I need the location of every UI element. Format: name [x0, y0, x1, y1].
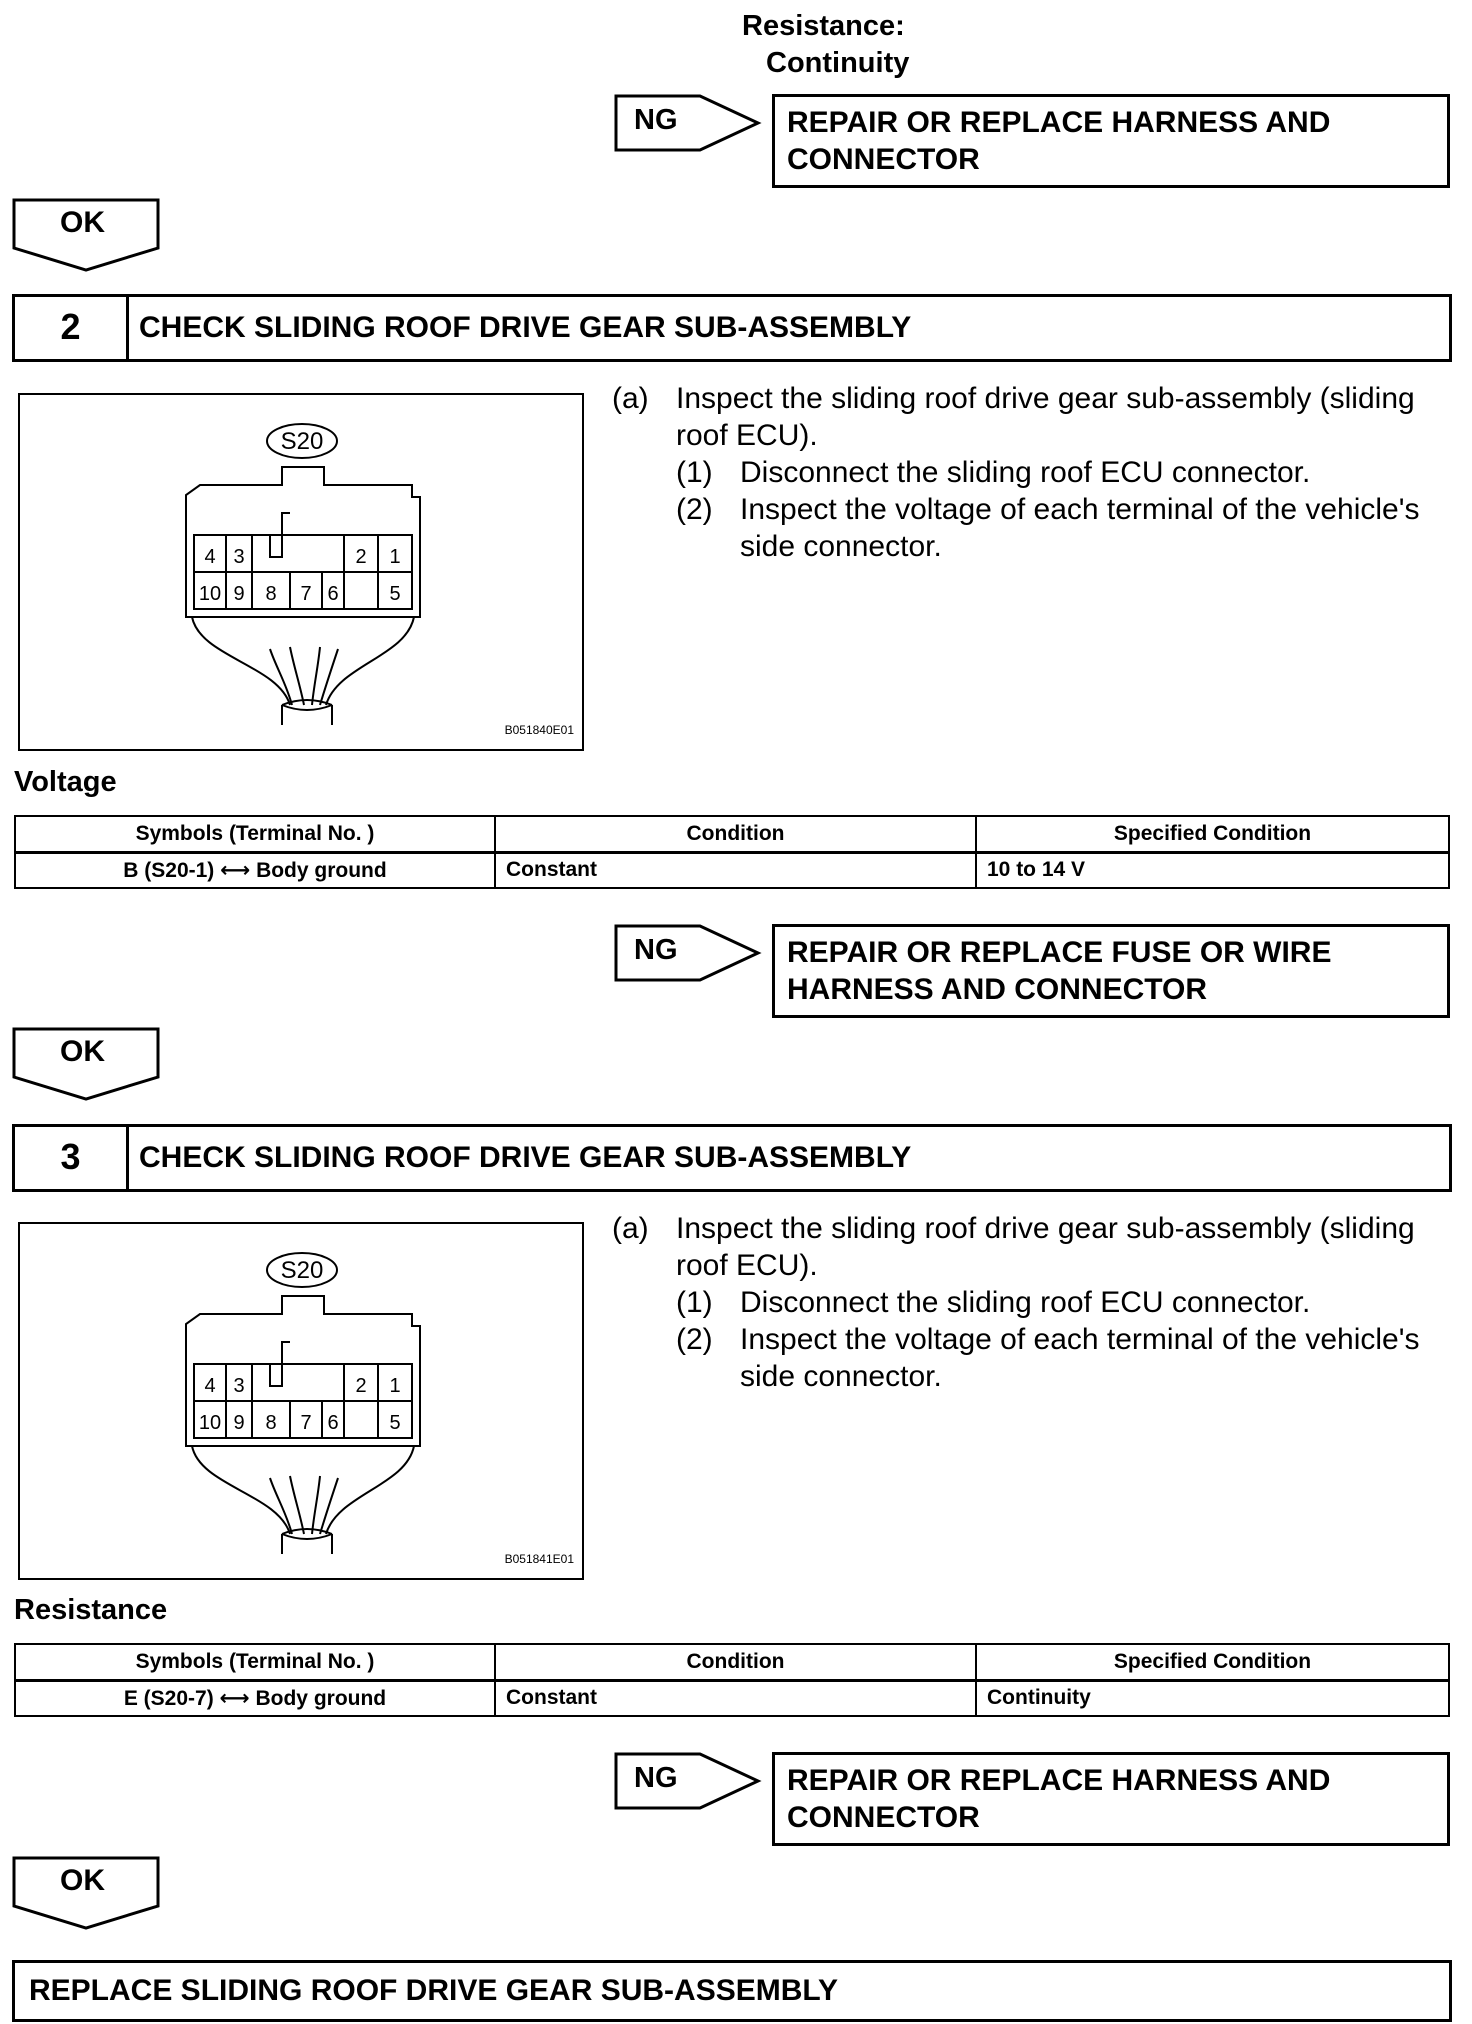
instruction-1-label: (1): [676, 456, 713, 489]
instruction-2-text: Inspect the voltage of each terminal of the vehicle's side connector.: [740, 493, 1420, 563]
ok-label: OK: [60, 206, 105, 239]
ng-action-box: [772, 924, 1450, 1018]
terminal-2: 2: [355, 1375, 367, 1397]
ng-action-line2: HARNESS AND CONNECTOR: [787, 973, 1208, 1006]
table-title: Voltage: [14, 766, 117, 798]
terminal-3: 3: [233, 546, 245, 568]
ng-action-box: [772, 1752, 1450, 1846]
header-condition: Condition: [495, 1644, 976, 1680]
ng-label: NG: [634, 104, 678, 136]
terminal-9: 9: [233, 1412, 245, 1434]
terminal-5: 5: [389, 583, 401, 605]
terminal-5: 5: [389, 1412, 401, 1434]
instruction-a-text: Inspect the sliding roof drive gear sub-assembly (sliding roof ECU).: [676, 1212, 1415, 1282]
ng-action-line2: CONNECTOR: [787, 143, 980, 176]
terminal-7: 7: [300, 583, 312, 605]
cell-specified-condition: 10 to 14 V: [976, 852, 1449, 888]
resistance-label: Resistance:: [742, 10, 905, 42]
instruction-2-label: (2): [676, 1323, 713, 1356]
instruction-a-label: (a): [612, 1212, 649, 1245]
instruction-1-label: (1): [676, 1286, 713, 1319]
ng-arrow-tag: [614, 1752, 774, 1812]
final-action-box: REPLACE SLIDING ROOF DRIVE GEAR SUB-ASSEMBLY: [12, 1960, 1452, 2022]
table-row: [15, 852, 1449, 888]
connector-id-text: S20: [280, 1257, 324, 1284]
connector-id-text: S20: [280, 428, 324, 455]
table-title: Resistance: [14, 1594, 168, 1626]
header-specified-condition: Specified Condition: [976, 816, 1449, 852]
cell-condition: Constant: [495, 852, 976, 888]
ok-label: OK: [60, 1035, 105, 1068]
step-number: 2: [15, 297, 129, 359]
instruction-1-text: Disconnect the sliding roof ECU connector.: [740, 1286, 1311, 1319]
wire-harness: [192, 1446, 414, 1554]
terminal-1: 1: [389, 546, 401, 568]
ok-label: OK: [60, 1864, 105, 1897]
connector-diagram: [20, 395, 586, 753]
terminal-4: 4: [204, 1375, 216, 1397]
instruction-a-text: Inspect the sliding roof drive gear sub-assembly (sliding roof ECU).: [676, 382, 1415, 452]
step-2-header: [12, 294, 1452, 362]
ok-arrow-tag: [12, 1027, 162, 1103]
header-symbols: Symbols (Terminal No. ): [15, 1644, 495, 1680]
header-symbols: Symbols (Terminal No. ): [15, 816, 495, 852]
spec-table: [14, 815, 1450, 889]
table-row: [15, 1680, 1449, 1716]
terminal-6: 6: [327, 1412, 339, 1434]
terminal-1: 1: [389, 1375, 401, 1397]
instructions: [612, 1210, 1452, 1395]
header-condition: Condition: [495, 816, 976, 852]
ng-action-line1: REPAIR OR REPLACE HARNESS AND: [787, 106, 1331, 139]
terminal-6: 6: [327, 583, 339, 605]
ng-action-line1: REPAIR OR REPLACE FUSE OR WIRE: [787, 936, 1332, 969]
step-title: CHECK SLIDING ROOF DRIVE GEAR SUB-ASSEMBLY: [139, 1141, 912, 1174]
instruction-2: [612, 491, 1452, 565]
resistance-spec: [742, 8, 909, 82]
instruction-2-label: (2): [676, 493, 713, 526]
terminal-3: 3: [233, 1375, 245, 1397]
cell-symbols: E (S20-7) ⟷ Body ground: [15, 1680, 495, 1716]
instruction-a: [612, 1210, 1452, 1284]
figure-code: B051841E01: [504, 1552, 574, 1566]
terminal-4: 4: [204, 546, 216, 568]
instruction-a-label: (a): [612, 382, 649, 415]
ng-arrow-tag: [614, 94, 774, 154]
ng-label: NG: [634, 1762, 678, 1794]
step-3-header: [12, 1124, 1452, 1192]
instruction-1: [612, 454, 1452, 491]
figure-code: B051840E01: [504, 723, 574, 737]
ng-action-line2: CONNECTOR: [787, 1801, 980, 1834]
terminal-10: 10: [198, 583, 222, 605]
header-specified-condition: Specified Condition: [976, 1644, 1449, 1680]
instructions: [612, 380, 1452, 565]
cell-condition: Constant: [495, 1680, 976, 1716]
terminal-9: 9: [233, 583, 245, 605]
connector-figure: [18, 393, 584, 751]
terminal-10: 10: [198, 1412, 222, 1434]
terminal-2: 2: [355, 546, 367, 568]
instruction-1-text: Disconnect the sliding roof ECU connector.: [740, 456, 1311, 489]
resistance-value: Continuity: [766, 47, 910, 79]
spec-table: [14, 1643, 1450, 1717]
instruction-2: [612, 1321, 1452, 1395]
ok-arrow-tag: [12, 1856, 162, 1932]
terminal-7: 7: [300, 1412, 312, 1434]
ng-action-box: [772, 94, 1450, 188]
wire-harness: [192, 617, 414, 725]
step-title: CHECK SLIDING ROOF DRIVE GEAR SUB-ASSEMBLY: [139, 311, 912, 344]
ng-label: NG: [634, 934, 678, 966]
ok-arrow-tag: [12, 198, 162, 274]
instruction-a: [612, 380, 1452, 454]
cell-specified-condition: Continuity: [976, 1680, 1449, 1716]
table-header-row: [15, 816, 1449, 852]
cell-symbols: B (S20-1) ⟷ Body ground: [15, 852, 495, 888]
ng-action-line1: REPAIR OR REPLACE HARNESS AND: [787, 1764, 1331, 1797]
instruction-2-text: Inspect the voltage of each terminal of the vehicle's side connector.: [740, 1323, 1420, 1393]
connector-figure: [18, 1222, 584, 1580]
instruction-1: [612, 1284, 1452, 1321]
table-header-row: [15, 1644, 1449, 1680]
step-number: 3: [15, 1127, 129, 1189]
terminal-8: 8: [265, 1412, 277, 1434]
terminal-8: 8: [265, 583, 277, 605]
ng-arrow-tag: [614, 924, 774, 984]
connector-diagram: [20, 1224, 586, 1582]
